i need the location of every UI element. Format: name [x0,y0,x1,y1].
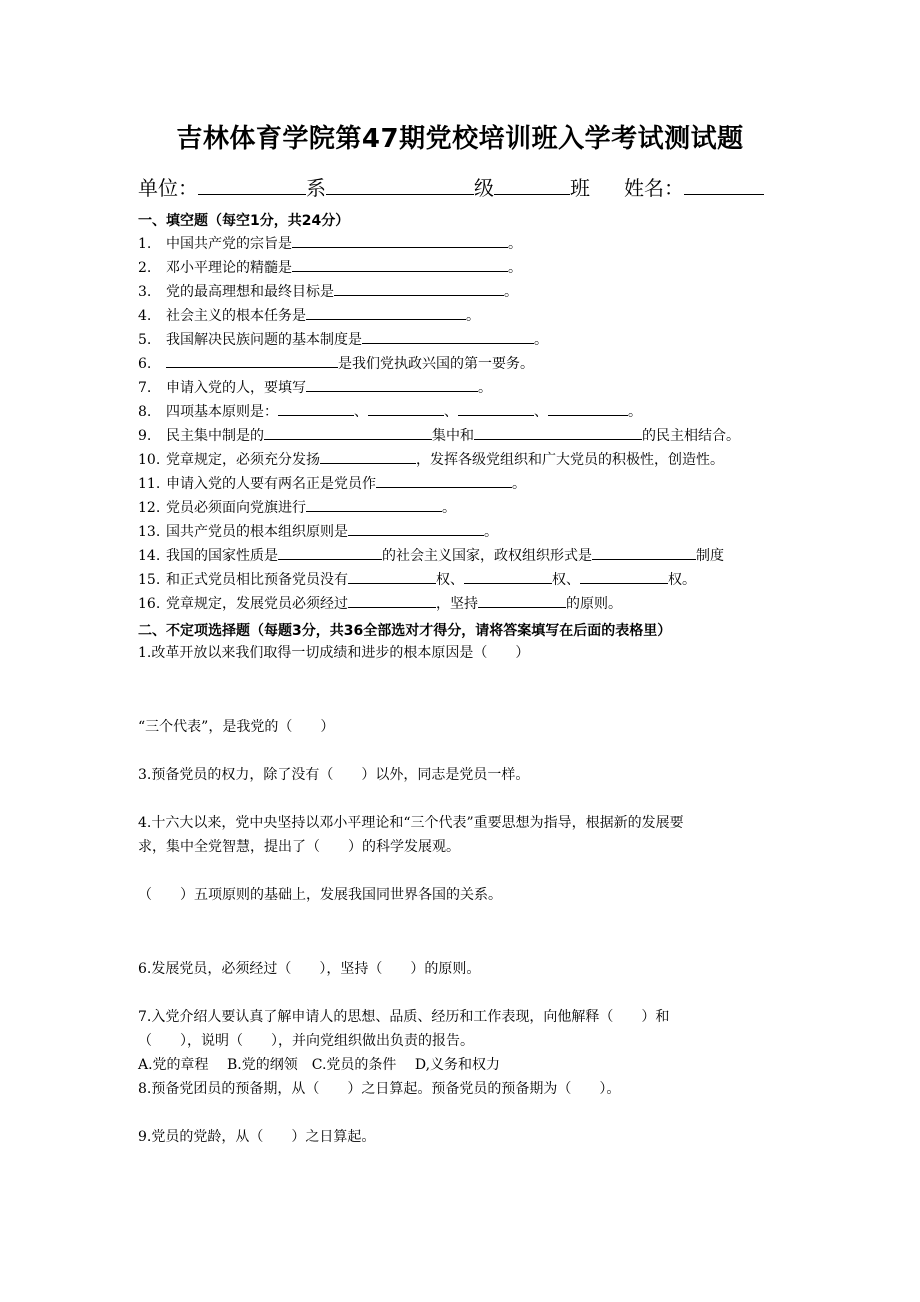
name-label: 姓名： [624,176,684,200]
student-info-line [138,172,764,201]
class-label: 班 [570,176,590,200]
question-7-line1: 7.入党介绍人要认真了解申请人的思想、品质、经历和工作表现，向他解释（ ）和 [138,1009,670,1025]
fill-item: 11. 申请入党的人要有两名正是党员作 。 [138,472,526,495]
fill-item: 13. 国共产党员的根本组织原则是 。 [138,520,498,543]
fill-item: 5. 我国解决民族问题的基本制度是 。 [138,328,548,351]
question-4-line1: 4.十六大以来，党中央坚持以邓小平理论和“三个代表”重要思想为指导，根据新的发展要 [138,815,684,831]
question-3: 3.预备党员的权力，除了没有（ ）以外，同志是党员一样。 [138,767,530,783]
question-1: 1.改革开放以来我们取得一切成绩和进步的根本原因是（ ） [138,645,530,661]
dept-blank [326,174,474,195]
fill-item: 16. 党章规定，发展党员必须经过 ，坚持 的原则。 [138,592,622,615]
question-8: 8.预备党团员的预备期，从（ ）之日算起。预备党员的预备期为（ ）。 [138,1081,621,1097]
section1-heading: 一、填空题（每空1分，共24分） [138,213,350,229]
question-7-options: A.党的章程 B.党的纲领 C.党员的条件 D,义务和权力 [138,1057,501,1073]
question-2: “三个代表”，是我党的（ ） [138,719,335,735]
grade-label: 级 [474,176,494,200]
grade-blank [494,174,570,195]
question-5: （ ）五项原则的基础上，发展我国同世界各国的关系。 [138,887,502,903]
section2-heading: 二、不定项选择题（每题3分，共36全部选对才得分，请将答案填写在后面的表格里） [138,623,672,639]
fill-item: 14. 我国的国家性质是 的社会主义国家，政权组织形式是 制度 [138,544,724,567]
unit-blank [198,174,306,195]
question-7-line2: （ ），说明（ ），并向党组织做出负责的报告。 [138,1033,474,1049]
fill-item: 7. 申请入党的人，要填写 。 [138,376,492,399]
fill-item: 4. 社会主义的根本任务是 。 [138,304,480,327]
fill-item: 2. 邓小平理论的精髓是 。 [138,256,522,279]
exam-title: 吉林体育学院第47期党校培训班入学考试测试题 [176,124,744,154]
fill-item: 9. 民主集中制是的 集中和 的民主相结合。 [138,424,740,447]
fill-item: 10. 党章规定，必须充分发扬 ，发挥各级党组织和广大党员的积极性，创造性。 [138,448,724,471]
name-blank [684,174,764,195]
fill-item: 8. 四项基本原则是： 、 、 、 。 [138,400,642,423]
question-4-line2: 求，集中全党智慧，提出了（ ）的科学发展观。 [138,839,460,855]
dept-label: 系 [306,176,326,200]
unit-label: 单位： [138,176,198,200]
question-9: 9.党员的党龄，从（ ）之日算起。 [138,1129,376,1145]
fill-item: 6. 是我们党执政兴国的第一要务。 [138,352,534,375]
fill-item: 1. 中国共产党的宗旨是 。 [138,232,522,255]
question-6: 6.发展党员，必须经过（ ），坚持（ ）的原则。 [138,961,481,977]
fill-item: 15. 和正式党员相比预备党员没有 权、 权、 权。 [138,568,696,591]
fill-item: 3. 党的最高理想和最终目标是 。 [138,280,518,303]
fill-item: 12. 党员必须面向党旗进行 。 [138,496,456,519]
